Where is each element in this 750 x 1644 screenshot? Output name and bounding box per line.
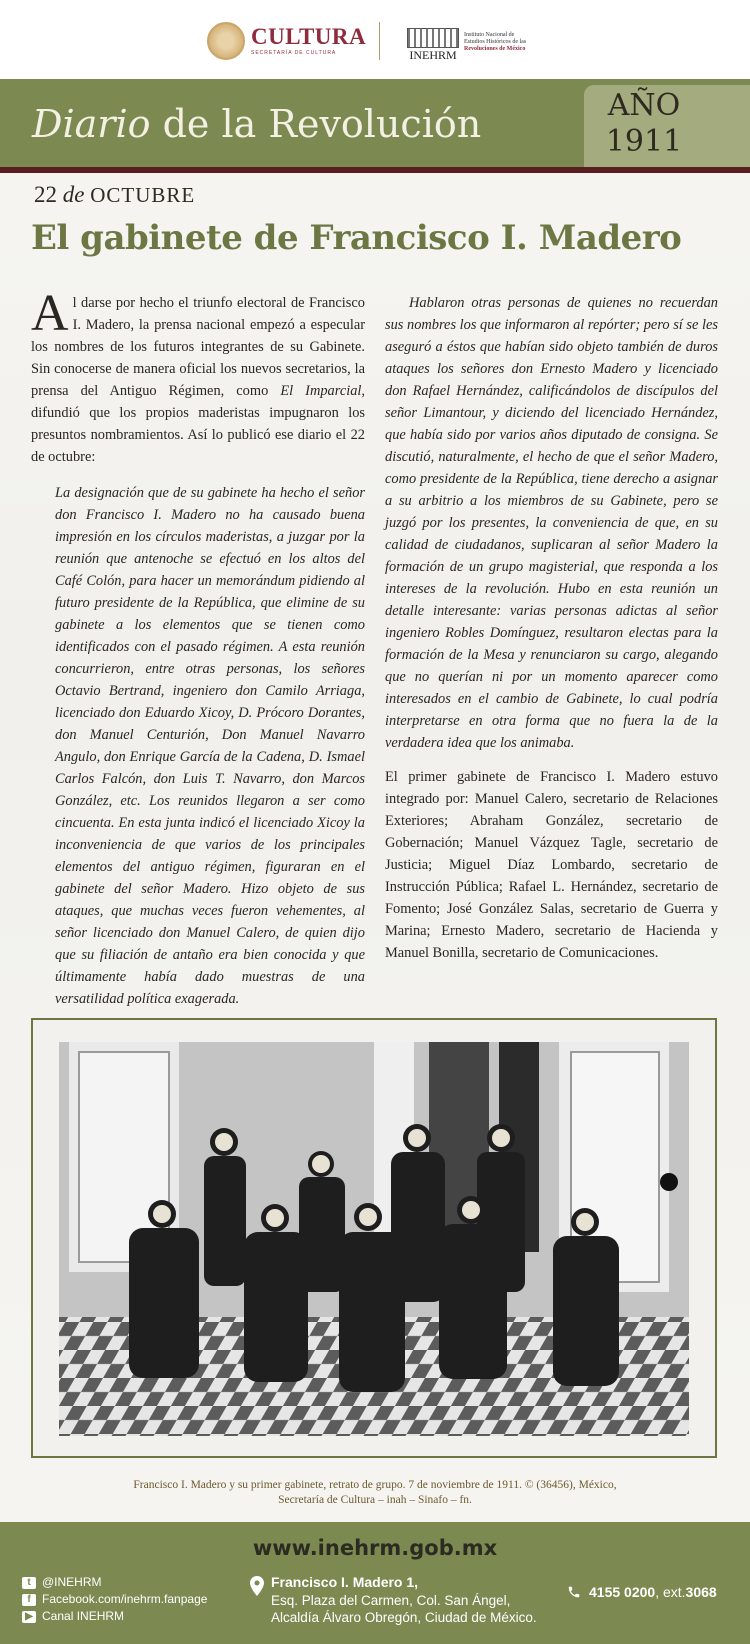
- twitter-icon: t: [22, 1577, 36, 1589]
- facebook-link[interactable]: [22, 1591, 207, 1608]
- address-line-1: Francisco I. Madero 1,: [271, 1574, 419, 1590]
- closing-paragraph: El primer gabinete de Francisco I. Madero estuvo integrado por: Manuel Calero, secretario de Relaciones Exteriores; Abraham González, secretario de Gobernación; Manuel Vázquez Tagle, secretario de Justicia; Miguel Díaz Lombardo, secretario de Instrucción Pública; Rafael L. Hernández, secretario de Fomento; José González Salas, secretario de Guerra y Marina; Ernesto Madero, secretario de Hacienda y Manuel Bonilla, secretario de Comunicaciones.: [385, 769, 718, 961]
- twitter-handle: @INEHRM: [42, 1575, 102, 1589]
- date-de: de: [62, 182, 85, 207]
- date: [34, 182, 195, 208]
- youtube-prefix: Canal: [42, 1609, 77, 1623]
- phone-link[interactable]: [567, 1584, 717, 1600]
- youtube-label: [42, 1608, 124, 1625]
- location-pin-icon: [250, 1576, 264, 1596]
- headline: El gabinete de Francisco I. Madero: [31, 218, 682, 258]
- twitter-link[interactable]: [22, 1574, 207, 1591]
- building-icon: [407, 28, 459, 48]
- phone-number: 4155 0200: [589, 1584, 656, 1600]
- youtube-channel: INEHRM: [76, 1609, 125, 1623]
- inehrm-logo[interactable]: [407, 28, 526, 61]
- year-number: 1911: [605, 124, 683, 159]
- eagle-seal-icon: [207, 22, 245, 60]
- article-column-right: [385, 292, 718, 964]
- address-line-3: Alcaldía Álvaro Obregón, Ciudad de México.: [271, 1610, 537, 1625]
- series-title-italic: Diario: [32, 102, 151, 146]
- date-day: 22: [34, 182, 57, 207]
- newspaper-name: El Imparcial: [280, 383, 362, 399]
- inehrm-name: INEHRM: [409, 48, 457, 62]
- inehrm-description: [464, 32, 526, 53]
- logo-bar: [0, 0, 750, 79]
- phone-ext-label: , ext.: [655, 1584, 686, 1600]
- article-column-left: [31, 285, 366, 1010]
- youtube-link[interactable]: [22, 1608, 207, 1625]
- header-rule: [0, 167, 750, 173]
- social-links: [22, 1574, 207, 1625]
- youtube-icon: ▶: [22, 1611, 36, 1623]
- quote-left: La designación que de su gabinete ha hecho el señor don Francisco I. Madero no ha causado buena impresión en los círculos maderistas, a juzgar por la reunión que antenoche se efectuó en los altos del Café Colón, para hacer un memorándum pidiendo al futuro presidente de la República, que elimine de su gabinete a los elementos que se tienen como identificados con el pasado régimen. A esta reunión concurrieron, entre otras personas, los señores Octavio Bertrand, ingeniero don Camilo Arriaga, licenciado don Eduardo Xicoy, D. Prócoro Dorantes, don Manuel Centurión, Don Manuel Navarro Angulo, don Enrique García de la Cadena, D. Ismael Carlos Falcón, don Luis T. Navarro, don Marcos González, etc. Los reunidos llegaron a ser como cincuenta. En esta junta indicó el licenciado Xicoy la inconveniencia de que varios de los principales elementos del antiguo régimen, figuraran en el gabinete del señor Madero. Hizo objeto de sus ataques, que muchas veces fueron vehementes, al señor licenciado don Manuel Calero, de quien dijo que su filiación de antaño era bien conocida y que últimamente había dado muestras de una versatilidad política exagerada.: [55, 485, 365, 1007]
- cabinet-photo-image: [59, 1042, 689, 1436]
- caption-line-2: Secretaría de Cultura – inah – Sinafo – fn.: [278, 1494, 472, 1506]
- logo-divider: [379, 22, 380, 60]
- cultura-name: CULTURA: [251, 24, 367, 49]
- inehrm-desc-line: Revoluciones de México: [464, 46, 526, 52]
- phone-ext-number: 3068: [685, 1584, 717, 1600]
- photo-caption: [60, 1478, 690, 1508]
- intro-text-1: l darse por hecho el triunfo electoral de Francisco I. Madero, la prensa nacional empezó a especular los nombres de los futuros integrantes de su Gabinete. Sin conocerse de manera oficial los nuevos secretarios, la prensa del Antiguo Régimen, como: [31, 295, 365, 399]
- cabinet-photo[interactable]: [59, 1042, 689, 1436]
- date-month: OCTUBRE: [90, 183, 196, 207]
- cultura-logo[interactable]: [207, 22, 366, 60]
- series-title: [32, 102, 481, 146]
- year-label: AÑO: [607, 88, 681, 123]
- address-line-2: Esq. Plaza del Carmen, Col. San Ángel,: [271, 1592, 511, 1608]
- series-title-rest: de la Revolución: [150, 102, 482, 146]
- quote-right: Hablaron otras personas de quienes no recuerdan sus nombres los que informaron al repórter; pero sí se les aseguró a éstos que habían sido objeto también de duros ataques los señores don Ernesto Madero y licenciado don Rafael Hernández, calificándolos de discípulos del señor Limantour, y diciendo del licenciado Hernández, que había sido por varios años diputado de consigna. Se discutió, naturalmente, el hecho de que el señor Madero, como presidente de la República, tiene derecho a asignar a su arbitrio a los miembros de su Gabinete, pero se juzgó por los presentes, la conveniencia de que, en su calidad de ciudadanos, suplicaran al señor Madero la formación de un grupo magisterial, que responda a los intereses de la revolución. Hubo en esta reunión un detalle interesante: varias personas adictas al señor ingeniero Robles Domínguez, resultaron electas para la formación de la Mesa y renunciaron su cargo, alegando que no querían ni por un momento aparecer como interesados en el cambio de Gabinete, lo cual podría interpretarse en otra forma que no fuera la de la verdadera idea que los animaba.: [385, 295, 718, 751]
- phone-icon: [567, 1585, 581, 1599]
- intro-paragraph: [31, 285, 366, 468]
- cultura-subtitle: SECRETARÍA DE CULTURA: [251, 50, 337, 56]
- drop-cap: A: [31, 285, 69, 342]
- intro-text-2: , difundió que los propios maderistas impugnaron los presuntos nombramientos. Así lo publicó ese diario el 22 de octubre:: [31, 383, 366, 465]
- facebook-icon: f: [22, 1594, 36, 1606]
- inehrm-desc-line: Estudios Históricos de las: [464, 39, 527, 45]
- facebook-handle: Facebook.com/inehrm.fanpage: [42, 1592, 208, 1606]
- inehrm-desc-line: Instituto Nacional de: [464, 32, 515, 38]
- website-link[interactable]: www.inehrm.gob.mx: [252, 1536, 498, 1560]
- address-block: [250, 1574, 537, 1627]
- caption-line-1: Francisco I. Madero y su primer gabinete, retrato de grupo. 7 de noviembre de 1911. © (36456), México,: [133, 1479, 617, 1491]
